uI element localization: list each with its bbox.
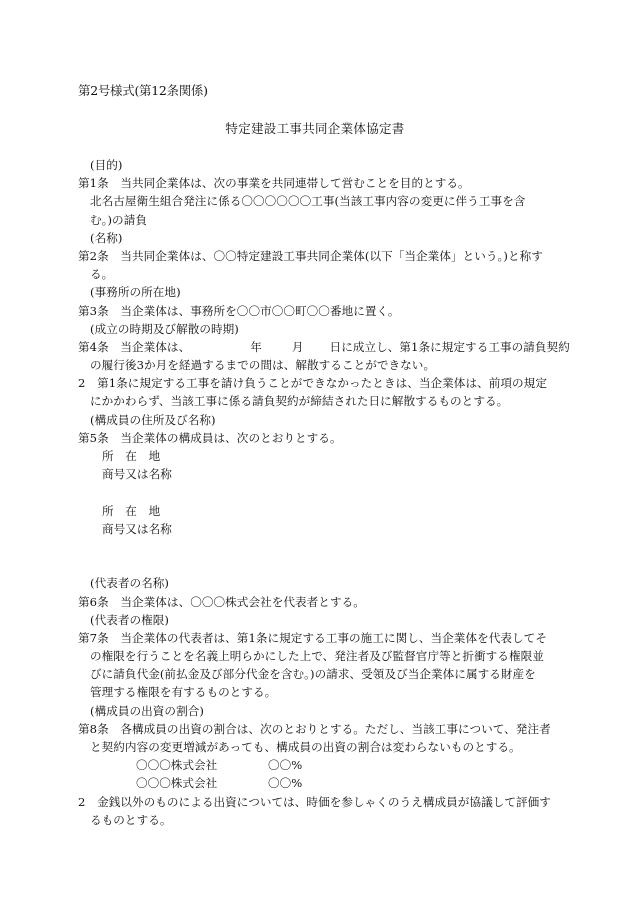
article-8-text: と契約内容の変更増減があっても、構成員の出資の割合は変わらないものとする。 <box>90 740 521 754</box>
article-3-text: 第3条 当企業体は、事務所を〇〇市〇〇町〇〇番地に置く。 <box>78 303 400 318</box>
article-8-paragraph-2: 2 金銭以外のものによる出資については、時価を参しゃくのうえ構成員が協議して評価す <box>78 794 551 809</box>
article-4-paragraph-2: にかかわらず、当該工事に係る請負契約が締結された日に解散するものとする。 <box>90 394 509 409</box>
share-company: 〇〇〇株式会社 <box>136 758 218 773</box>
article-7-caption: (代表者の権限) <box>90 612 170 627</box>
article-2-text: る。 <box>90 267 114 282</box>
article-6-caption: (代表者の名称) <box>90 576 170 591</box>
article-5-caption: (構成員の住所及び名称) <box>90 412 216 427</box>
article-8-paragraph-2: るものとする。 <box>90 812 172 827</box>
article-4-paragraph-2: 2 第1条に規定する工事を請け負うことができなかったときは、当企業体は、前項の規定 <box>78 376 547 391</box>
share-company: 〇〇〇株式会社 <box>136 776 218 791</box>
spacer <box>78 483 558 501</box>
article-1-text: 北名古屋衛生組合発注に係る〇〇〇〇〇〇工事(当該工事内容の変更に伴う工事を含 <box>90 194 526 209</box>
year-label: 年 <box>250 339 262 354</box>
article-4-suffix: 日に成立し、第1条に規定する工事の請負契約 <box>329 339 570 354</box>
member-name-label: 商号又は名称 <box>102 467 172 482</box>
article-4-text: の履行後3か月を経過するまでの間は、解散することができない。 <box>90 358 436 373</box>
article-8-text: 第8条 各構成員の出資の割合は、次のとおりとする。ただし、当該工事について、発注者 <box>78 721 551 736</box>
article-1-text: 第1条 当共同企業体は、次の事業を共同連帯して営むことを目的とする。 <box>78 176 470 191</box>
agreement-body <box>78 156 570 829</box>
month-label: 月 <box>291 339 304 354</box>
article-4-caption: (成立の時期及び解散の時期) <box>90 321 239 336</box>
article-7-text: 第7条 当企業体の代表者は、第1条に規定する工事の施工に関し、当企業体を代表してそ <box>78 630 547 645</box>
member-address-label: 所 在 地 <box>102 449 161 463</box>
article-7-text: の権限を行うことを名義上明らかにした上で、発注者及び監督官庁等と折衝する権限並 <box>90 649 544 664</box>
article-4-text <box>78 338 570 356</box>
share-row <box>78 774 558 792</box>
article-5-text: 第5条 当企業体の構成員は、次のとおりとする。 <box>78 430 342 445</box>
form-number: 第2号様式(第12条関係) <box>78 83 208 98</box>
spacer <box>78 556 558 574</box>
article-7-text: 管理する権限を有するものとする。 <box>90 685 277 700</box>
article-8-caption: (構成員の出資の割合) <box>90 703 204 718</box>
document-title: 特定建設工事共同企業体協定書 <box>225 121 405 136</box>
spacer <box>78 538 558 556</box>
article-7-text: びに請負代金(前払金及び部分代金を含む。)の請求、受領及び当企業体に属する財産を <box>90 667 536 682</box>
article-3-caption: (事務所の所在地) <box>90 285 181 300</box>
article-1-caption: (目的) <box>90 158 123 172</box>
article-4-prefix: 第4条 当企業体は、 <box>78 339 191 354</box>
share-row <box>78 756 558 774</box>
article-1-text: む。)の請負 <box>90 212 147 227</box>
article-2-caption: (名称) <box>90 230 123 245</box>
article-6-text: 第6条 当企業体は、〇〇〇株式会社を代表者とする。 <box>78 594 365 609</box>
article-2-text: 第2条 当共同企業体は、〇〇特定建設工事共同企業体(以下「当企業体」という。)と称す <box>78 248 543 263</box>
share-ratio: 〇〇% <box>268 776 303 791</box>
member-name-label: 商号又は名称 <box>102 521 172 536</box>
share-ratio: 〇〇% <box>268 758 303 773</box>
member-address-label: 所 在 地 <box>102 503 161 518</box>
